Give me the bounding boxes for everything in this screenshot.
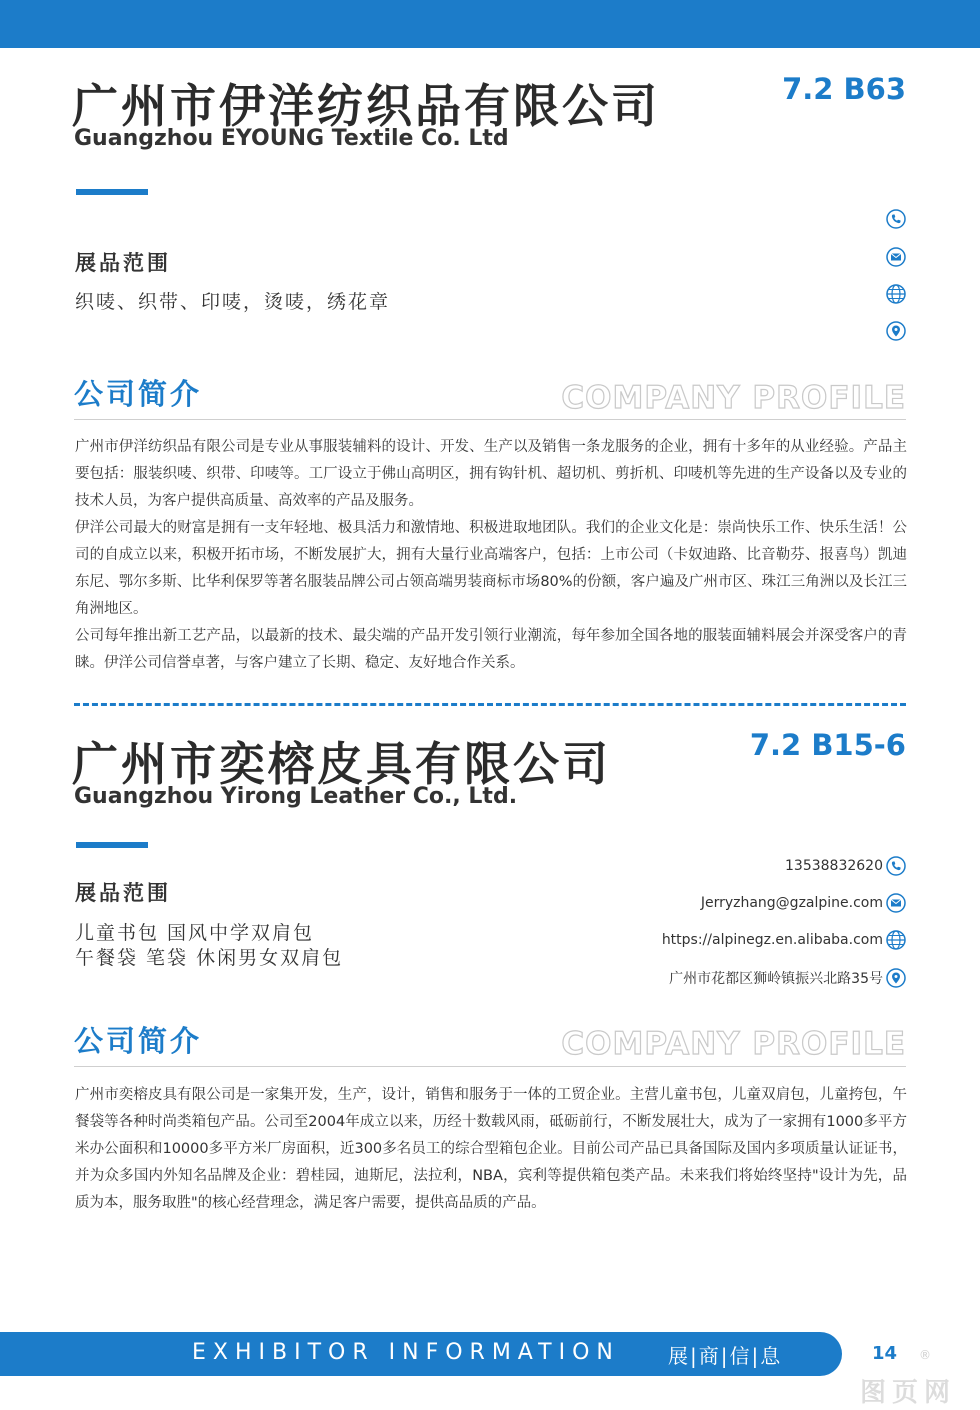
- company-name-cn: 广州市奕榕皮具有限公司: [72, 737, 611, 791]
- scope-title: 展品范围: [75, 251, 171, 275]
- watermark-registered-mark: ®: [919, 1348, 931, 1362]
- company-name-en: Guangzhou EYOUNG Textile Co. Ltd: [74, 126, 509, 151]
- company-name-cn: 广州市伊洋纺织品有限公司: [72, 79, 660, 133]
- contact-website: [662, 928, 906, 952]
- footer-label-cn: 展|商|信|息: [668, 1344, 783, 1368]
- booth-number: 7.2 B15-6: [749, 728, 906, 762]
- footer-bar: [0, 1332, 842, 1376]
- contact-email: [701, 891, 906, 915]
- intro-paragraph: 公司每年推出新工艺产品，以最新的技术、最尖端的产品开发引领行业潮流，每年参加全国各地的服装面辅料展会并深受客户的青睐。伊洋公司信誉卓著，与客户建立了长期、稳定、友好地合作关系。: [75, 628, 907, 671]
- website-text: https://alpinegz.en.alibaba.com: [661, 932, 883, 948]
- booth-number: 7.2 B63: [782, 72, 906, 106]
- globe-icon: [886, 930, 906, 950]
- email-icon: [886, 247, 906, 267]
- phone-text: 13538832620: [785, 858, 883, 874]
- section-divider: [74, 1066, 906, 1067]
- globe-icon: [886, 284, 906, 304]
- company-profile-label: COMPANY PROFILE: [561, 1026, 906, 1062]
- contact-phone: [883, 207, 906, 231]
- contact-website: [883, 282, 906, 306]
- scope-line: 儿童书包 国风中学双肩包: [75, 922, 315, 944]
- watermark-text: 图页网: [860, 1378, 957, 1408]
- intro-paragraph: 广州市奕榕皮具有限公司是一家集开发，生产，设计，销售和服务于一体的工贸企业。主营儿童书包，儿童双肩包，儿童挎包，午餐袋等各种时尚类箱包产品。公司至2004年成立以来，历经十数载风雨，砥砺前行，不断发展壮大，成为了一家拥有1000多平方米办公面积和10000多平方米厂房面积，近300多名员工的综合型箱包企业。目前公司产品已具备国际及国内多项质量认证证书，并为众多国内外知名品牌及企业：碧桂园，迪斯尼，法拉利，NBA，宾利等提供箱包类产品。未来我们将始终坚持"设计为先，品质为本，服务取胜"的核心经营理念，满足客户需要，提供高品质的产品。: [75, 1087, 907, 1211]
- location-pin-icon: [886, 968, 906, 988]
- section-divider: [74, 419, 906, 420]
- company-separator: [74, 703, 906, 706]
- intro-paragraph: 广州市伊洋纺织品有限公司是专业从事服装辅料的设计、开发、生产以及销售一条龙服务的企业，拥有十多年的从业经验。产品主要包括：服装织唛、织带、印唛等。工厂设立于佛山高明区，拥有钩针机、超切机、剪折机、印唛机等先进的生产设备以及专业的技术人员，为客户提供高质量、高效率的产品及服务。: [75, 439, 907, 509]
- location-pin-icon: [886, 321, 906, 341]
- accent-dash: [76, 189, 148, 195]
- contact-address: [669, 966, 906, 990]
- contact-phone: [785, 854, 906, 878]
- email-icon: [886, 893, 906, 913]
- contact-email: [883, 245, 906, 269]
- intro-title: 公司简介: [74, 1024, 203, 1058]
- scope-line: 午餐袋 笔袋 休闲男女双肩包: [75, 947, 344, 969]
- phone-icon: [886, 856, 906, 876]
- footer-label-en: EXHIBITOR INFORMATION: [192, 1340, 620, 1365]
- top-banner: [0, 0, 980, 48]
- scope-line: 织唛、织带、印唛，烫唛，绣花章: [75, 291, 391, 313]
- contact-address: [883, 319, 906, 343]
- accent-dash: [76, 842, 148, 848]
- intro-body: [75, 1082, 907, 1217]
- address-text: 广州市花都区狮岭镇振兴北路35号: [669, 971, 883, 987]
- intro-paragraph: 伊洋公司最大的财富是拥有一支年轻地、极具活力和激情地、积极进取地团队。我们的企业文化是：崇尚快乐工作、快乐生活！公司的自成立以来，积极开拓市场，不断发展扩大，拥有大量行业高端客户，包括：上市公司（卡奴迪路、比音勒芬、报喜鸟）凯迪东尼、鄂尔多斯、比华利保罗等著名服装品牌公司占领高端男装商标市场80%的份额，客户遍及广州市区、珠江三角洲以及长江三角洲地区。: [75, 520, 907, 617]
- intro-title: 公司简介: [74, 377, 203, 411]
- email-text: Jerryzhang@gzalpine.com: [700, 895, 883, 911]
- scope-title: 展品范围: [75, 881, 171, 905]
- company-profile-label: COMPANY PROFILE: [561, 380, 906, 416]
- company-name-en: Guangzhou Yirong Leather Co., Ltd.: [74, 784, 518, 809]
- intro-body: [75, 434, 907, 677]
- phone-icon: [886, 209, 906, 229]
- page-number: 14: [872, 1343, 898, 1364]
